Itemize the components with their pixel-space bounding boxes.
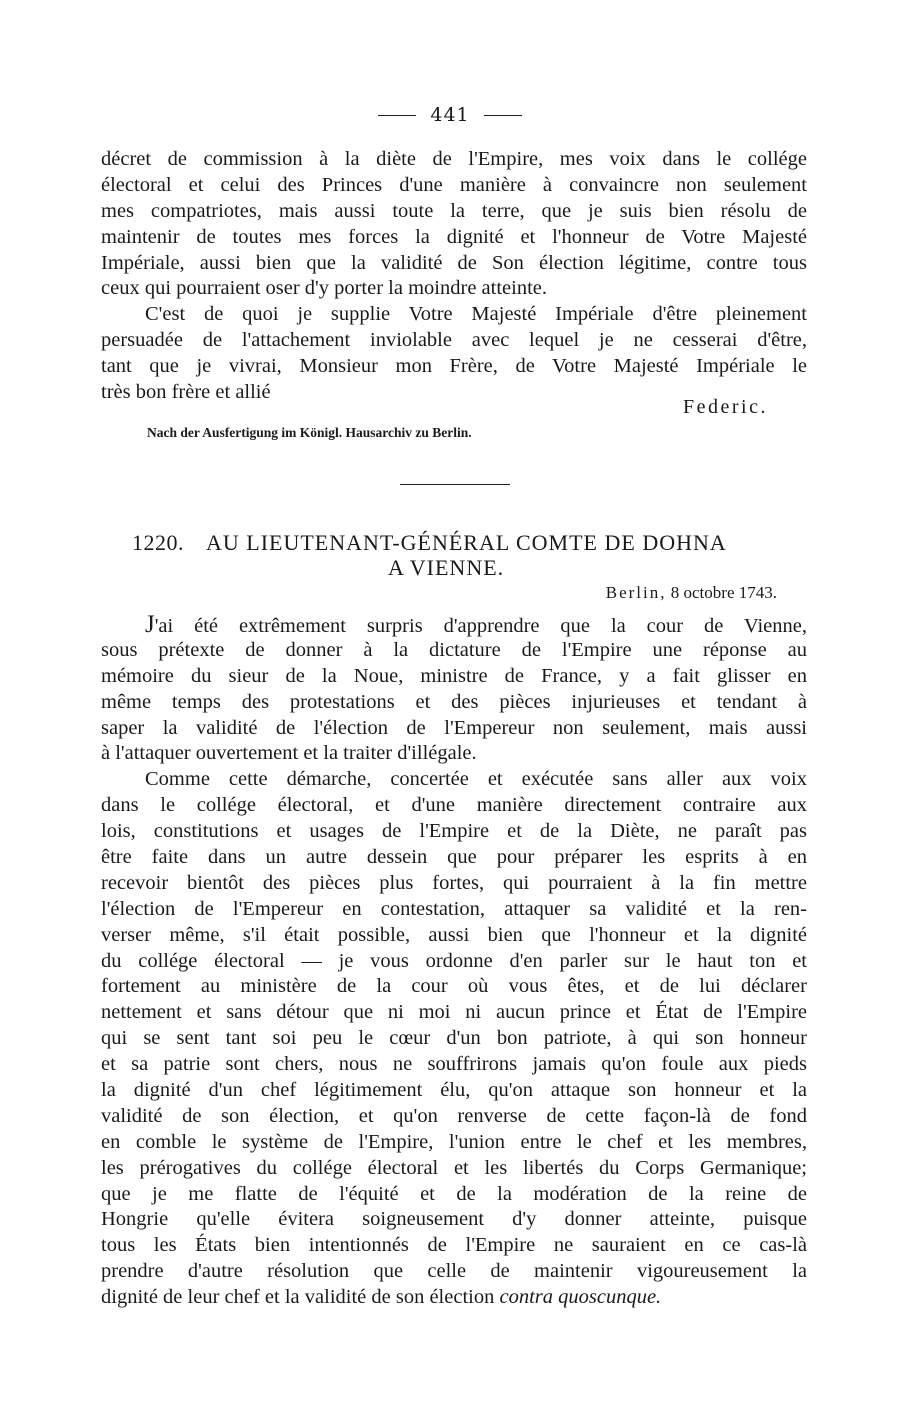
drop-cap: J	[145, 611, 155, 638]
letter-title-line1: AU LIEUTENANT-GÉNÉRAL COMTE DE DOHNA	[206, 530, 727, 555]
text-line: décret de commission à la diète de l'Empire, mes voix dans le collége	[101, 148, 807, 170]
header-rule-right	[484, 115, 522, 116]
section-separator	[400, 484, 510, 485]
text-line: nettement et sans détour que ni moi ni aucun prince et État de l'Empire	[101, 1001, 807, 1024]
first-line-text: 'ai été extrêmement surpris d'apprendre que la cour de Vienne,	[154, 615, 807, 637]
text-line: les prérogatives du collége électoral et les libertés du Corps Germanique;	[101, 1156, 807, 1179]
text-line: à l'attaquer ouvertement et la traiter d'illégale.	[101, 742, 477, 765]
text-line-last	[101, 1285, 807, 1311]
page-header	[0, 104, 900, 126]
text-line: prendre d'autre résolution que celle de maintenir vigoureusement la	[101, 1260, 807, 1283]
text-line: que je me flatte de l'équité et de la modération de la reine de	[101, 1182, 807, 1205]
letter-title-line2: A VIENNE.	[388, 555, 505, 580]
letter-body	[101, 612, 807, 1311]
text-line: en comble le système de l'Empire, l'union entre le chef et les membres,	[101, 1130, 807, 1153]
signature: Federic.	[683, 396, 768, 418]
source-note: Nach der Ausfertigung im Königl. Hausarchiv zu Berlin.	[147, 425, 472, 440]
text-line: la dignité d'un chef légitimement élu, qu'on attaque son honneur et la	[101, 1079, 807, 1102]
page-number: 441	[430, 104, 470, 126]
date-value: 8 octobre 1743.	[670, 583, 777, 602]
date-place: Berlin,	[605, 583, 667, 602]
text-line: électoral et celui des Princes d'une manière à convaincre non seulement	[101, 173, 807, 196]
text-line: mes compatriotes, mais aussi toute la terre, que je suis bien résolu de	[101, 199, 807, 222]
text-line: très bon frère et allié	[101, 381, 271, 404]
text-line: Comme cette démarche, concertée et exécutée sans aller aux voix	[145, 768, 807, 791]
dateline	[606, 583, 777, 603]
text-line: être faite dans un autre dessein que pour préparer les esprits à en	[101, 846, 807, 869]
text-line: maintenir de toutes mes forces la dignité et l'honneur de Votre Majesté	[101, 225, 807, 248]
text-line: sous prétexte de donner à la dictature de l'Empire une réponse au	[101, 638, 807, 661]
text-line: mémoire du sieur de la Noue, ministre de France, y a fait glisser en	[101, 664, 807, 687]
text-line: verser même, s'il était possible, aussi bien que l'honneur et la dignité	[101, 923, 807, 946]
previous-letter-ending	[101, 147, 807, 406]
text-line-first	[101, 612, 807, 638]
text-line: recevoir bientôt des pièces plus fortes, qui pourraient à la fin mettre	[101, 871, 807, 894]
text-line: Hongrie qu'elle évitera soigneusement d'y donner atteinte, puisque	[101, 1208, 807, 1231]
text-line: ceux qui pourraient oser d'y porter la moindre atteinte.	[101, 277, 547, 300]
header-rule-left	[378, 115, 416, 116]
text-line: même temps des protestations et des pièces injurieuses et tendant à	[101, 690, 807, 713]
text-line: fortement au ministère de la cour où vous êtes, et de lui déclarer	[101, 975, 807, 998]
text-line: lois, constitutions et usages de l'Empire et de la Diète, ne paraît pas	[101, 820, 807, 843]
text-line: du collége électoral — je vous ordonne d'en parler sur le haut ton et	[101, 949, 807, 972]
text-line: saper la validité de l'élection de l'Empereur non seulement, mais aussi	[101, 716, 807, 739]
text-line: qui se sent tant soi peu le cœur d'un bon patriote, à qui son honneur	[101, 1027, 807, 1050]
text-line: l'élection de l'Empereur en contestation, attaquer sa validité et la ren-	[101, 897, 807, 920]
text-line: dans le collége électoral, et d'une manière directement contraire aux	[101, 794, 807, 817]
text-line: tant que je vivrai, Monsieur mon Frère, de Votre Majesté Impériale le	[101, 355, 807, 378]
letter-number: 1220.	[132, 530, 184, 555]
text-line: persuadée de l'attachement inviolable avec lequel je ne cesserai d'être,	[101, 329, 807, 352]
letter-heading	[132, 530, 727, 556]
text-line: Impériale, aussi bien que la validité de Son élection légitime, contre tous	[101, 251, 807, 274]
text-line: et sa patrie sont chers, nous ne souffrirons jamais qu'on foule aux pieds	[101, 1053, 807, 1076]
text-line: tous les États bien intentionnés de l'Empire ne sauraient en ce cas-là	[101, 1234, 807, 1257]
text-line: validité de son élection, et qu'on renverse de cette façon-là de fond	[101, 1104, 807, 1127]
italic-phrase: contra quoscunque.	[499, 1286, 662, 1309]
text-line: C'est de quoi je supplie Votre Majesté Impériale d'être pleinement	[145, 303, 807, 326]
last-line-text: dignité de leur chef et la validité de son élection	[101, 1286, 495, 1309]
